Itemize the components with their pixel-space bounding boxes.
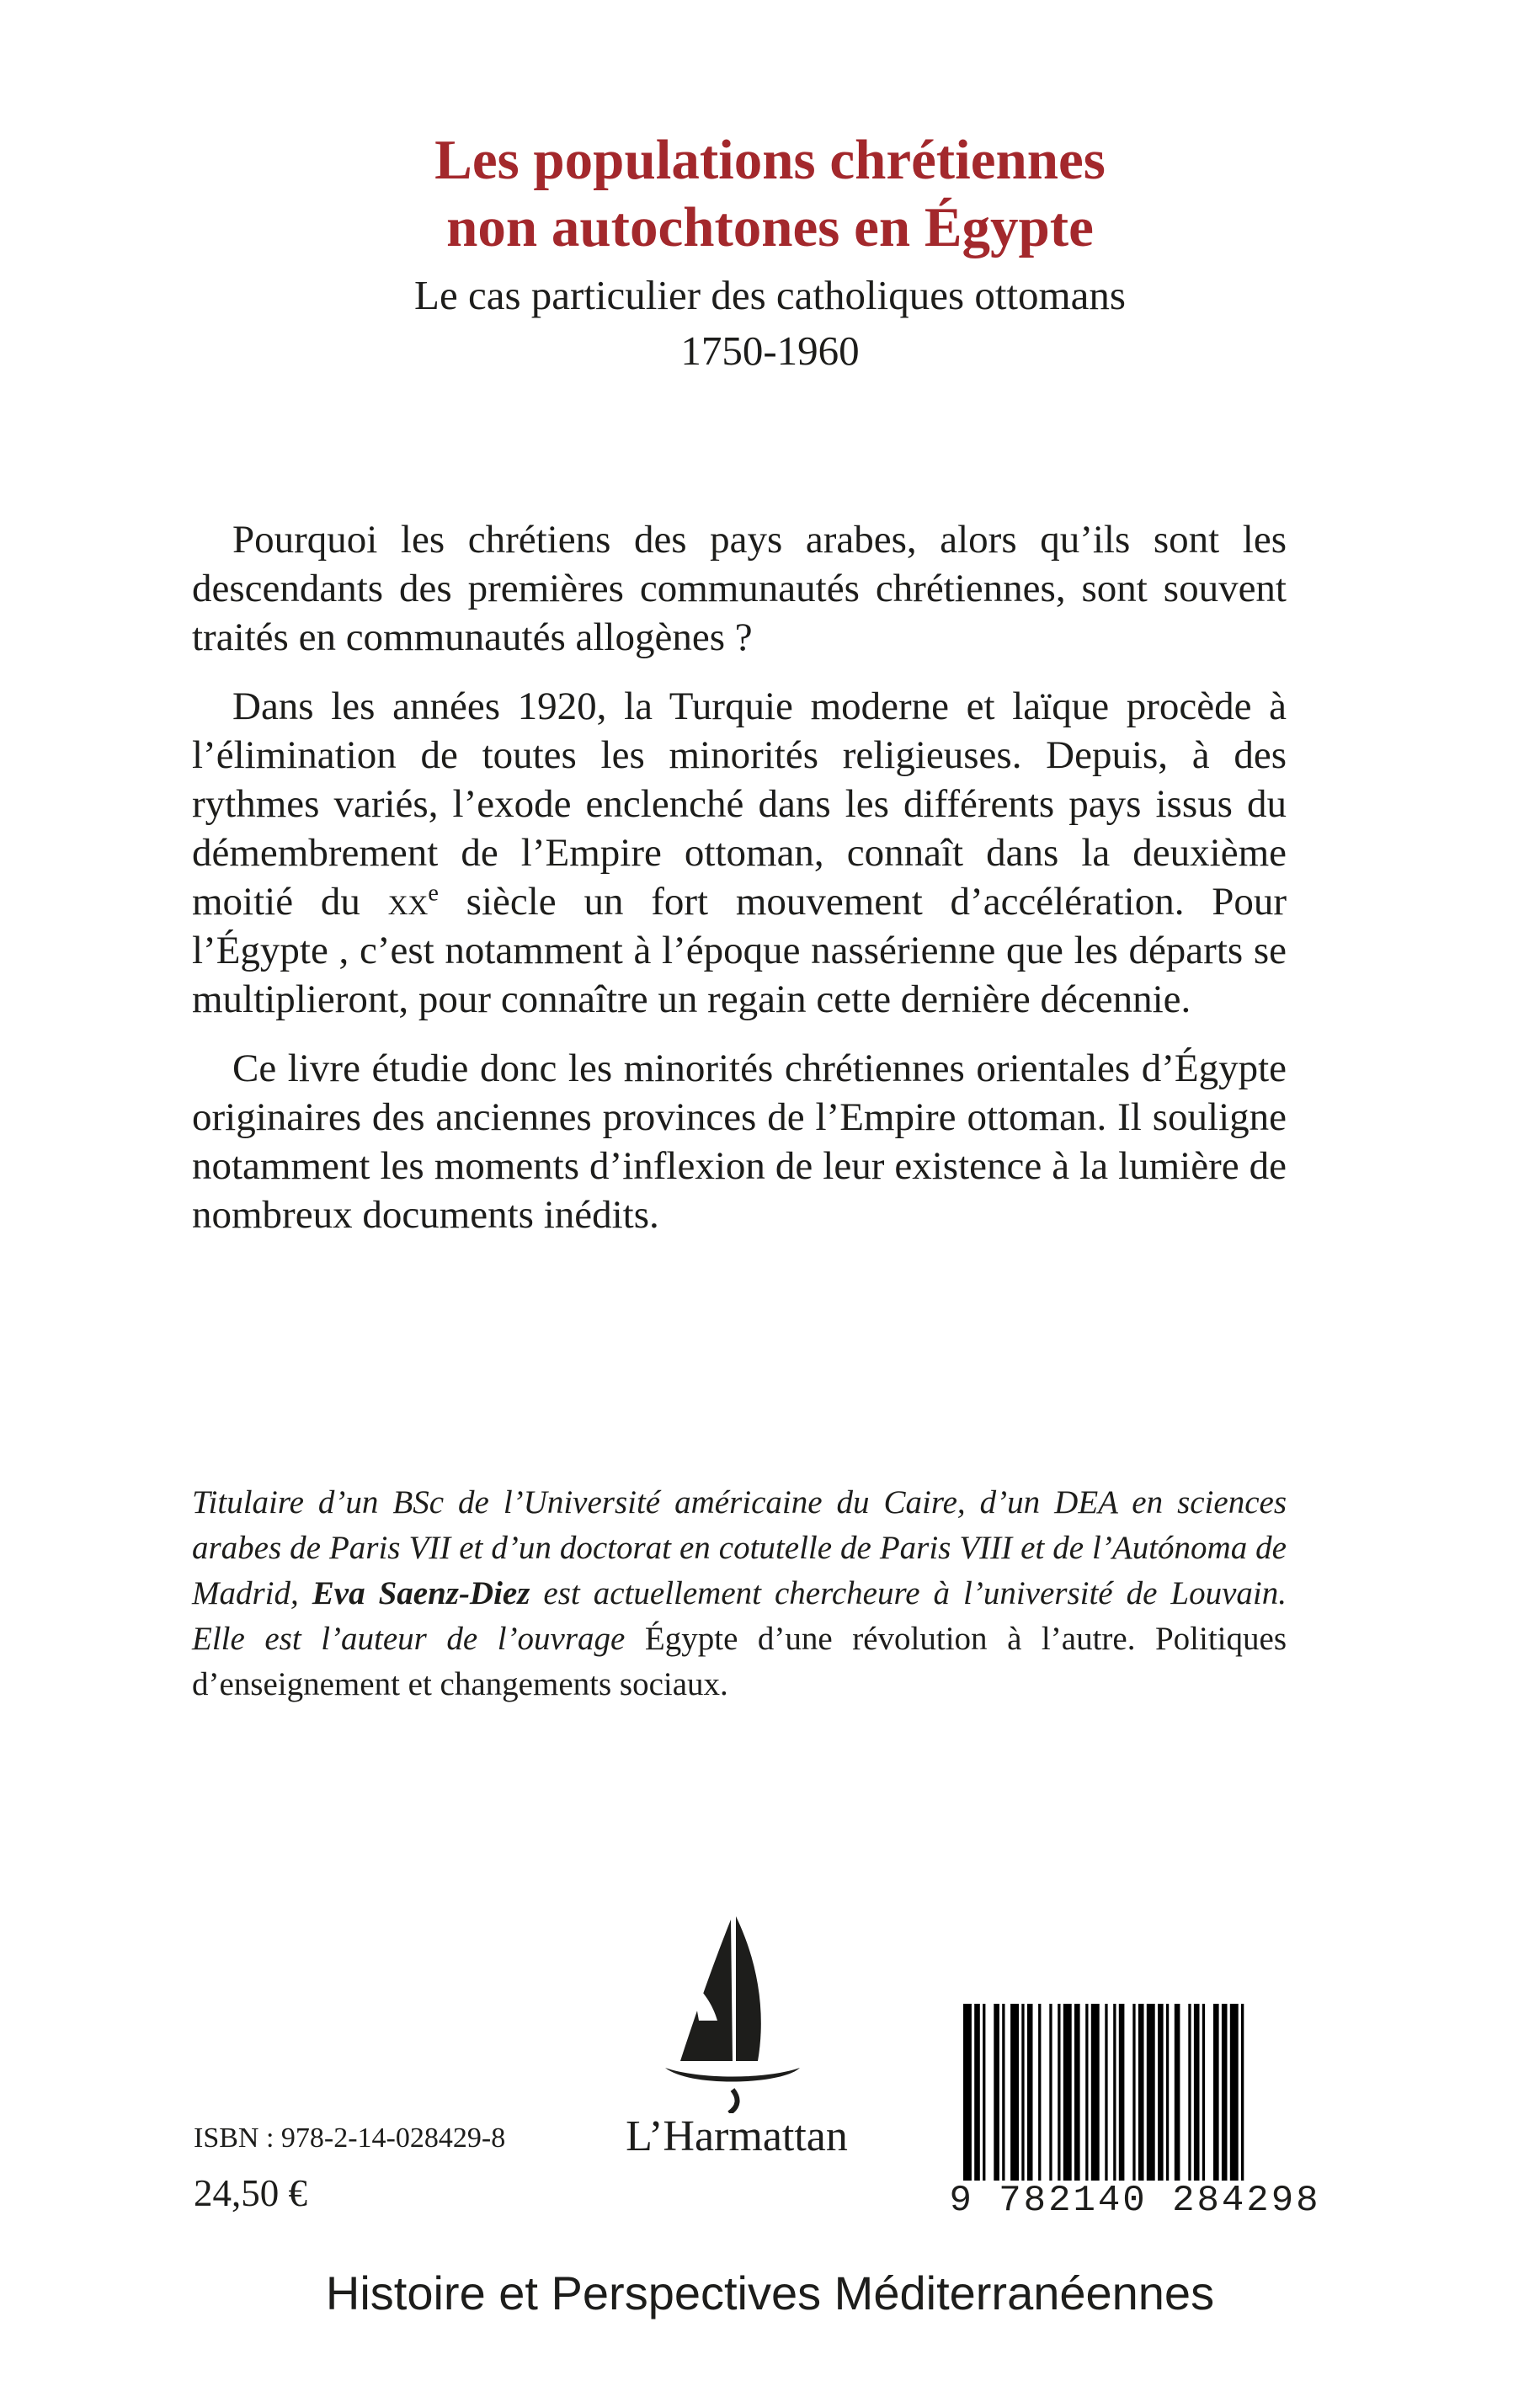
book-subtitle	[0, 268, 1540, 379]
barcode-bar	[1027, 2004, 1033, 2181]
barcode-bar	[1074, 2004, 1080, 2181]
summary-paragraph-1: Pourquoi les chrétiens des pays arabes, alors qu’ils sont les descendants des premières communautés chrétiennes, sont souvent traités en communautés allogènes ?	[192, 518, 1287, 659]
author-bio	[192, 1480, 1287, 1707]
barcode-bar	[1049, 2004, 1052, 2181]
barcode-bar	[1113, 2004, 1116, 2181]
barcode-digits: 9 782140 284298	[949, 2180, 1321, 2222]
barcode-bar	[1147, 2004, 1155, 2181]
summary-p2-end: siècle un fort mouvement d’accélération. Pour l’Égypte , c’est notamment à l’époque nassérienne que les départs se multiplieront, pour connaître un regain cette dernière décennie.	[192, 880, 1287, 1021]
barcode-bar	[1085, 2004, 1088, 2181]
barcode-bar	[1132, 2004, 1135, 2181]
barcode-bar	[1241, 2004, 1244, 2181]
century-numeral: xx	[387, 880, 429, 924]
barcode	[960, 2004, 1318, 2181]
barcode-bar	[1091, 2004, 1100, 2181]
barcode-bar	[1021, 2004, 1024, 2181]
barcode-bar	[1105, 2004, 1107, 2181]
barcode-bar	[1213, 2004, 1219, 2181]
book-title	[0, 126, 1540, 261]
summary	[192, 515, 1287, 1260]
barcode-bar	[1188, 2004, 1191, 2181]
title-line-1: Les populations chrétiennes	[434, 129, 1106, 191]
barcode-bar	[1230, 2004, 1239, 2181]
barcode-bar	[1002, 2004, 1004, 2181]
summary-paragraph-2	[192, 682, 1287, 1024]
bio-book-title: Égypte d’une révolution à l’autre. Politiques d’enseignement et changements sociaux.	[192, 1621, 1287, 1702]
bio-part-2: est actuellement chercheure à l’université de Louvain. Elle est l’auteur de l’ouvrage	[192, 1575, 1287, 1657]
barcode-bar	[1175, 2004, 1180, 2181]
barcode-bar	[974, 2004, 980, 2181]
barcode-bar	[1222, 2004, 1228, 2181]
barcode-bar	[1138, 2004, 1144, 2181]
barcode-bar	[1010, 2004, 1019, 2181]
bio-part-1: Titulaire d’un BSc de l’Université américaine du Caire, d’un DEA en sciences arabes de Paris VII et d’un doctorat en cotutelle de Paris VIII et de l’Autónoma de Madrid,	[192, 1484, 1287, 1611]
barcode-bar	[1202, 2004, 1205, 2181]
title-line-2: non autochtones en Égypte	[446, 196, 1094, 258]
barcode-bar	[994, 2004, 999, 2181]
price: 24,50 €	[194, 2172, 307, 2214]
summary-p2-start: Dans les années 1920, la Turquie moderne et laïque procède à l’élimination de toutes les minorités religieuses. Depuis, à des rythmes variés, l’exode enclenché dans les différents pays issus du démembrement de l’Empire ottoman, connaît dans la deuxième moitié du	[192, 684, 1287, 924]
barcode-bar	[1119, 2004, 1125, 2181]
barcode-bar	[1058, 2004, 1060, 2181]
subtitle-dates: 1750-1960	[680, 328, 860, 374]
century-superscript: e	[428, 880, 439, 907]
barcode-bar	[983, 2004, 985, 2181]
publisher-name: L’Harmattan	[626, 2112, 848, 2160]
isbn: ISBN : 978-2-14-028429-8	[194, 2122, 506, 2154]
summary-paragraph-3: Ce livre étudie donc les minorités chrétiennes orientales d’Égypte originaires des anciennes provinces de l’Empire ottoman. Il souligne notamment les moments d’inflexion de leur existence à la lumière de nombreux documents inédits.	[192, 1047, 1287, 1237]
barcode-bar	[1063, 2004, 1072, 2181]
barcode-bar	[1038, 2004, 1041, 2181]
barcode-bar	[1194, 2004, 1200, 2181]
collection-name: Histoire et Perspectives Méditerranéennes	[325, 2266, 1215, 2319]
barcode-bar	[1158, 2004, 1164, 2181]
barcode-bar	[963, 2004, 972, 2181]
sailboat-logo-icon	[640, 1911, 825, 2113]
subtitle-line-1: Le cas particulier des catholiques ottomans	[414, 272, 1126, 318]
author-name: Eva Saenz-Diez	[312, 1575, 530, 1611]
barcode-bar	[1166, 2004, 1169, 2181]
